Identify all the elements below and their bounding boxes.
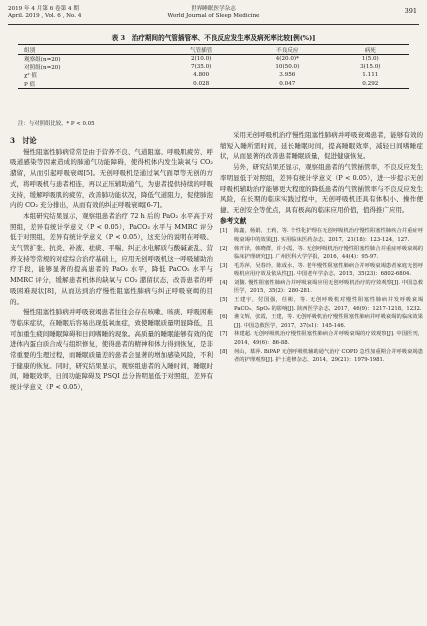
- body-paragraph: 本组研究结果显示，观察组患者治疗 72 h 后的 PaO₂ 水平高于对照组，差异有统计学意义（P < 0.05），PaCO₂ 水平与 MMRC 评分低于对照组，差异有统计学意义（P < 0.05），这充分的说明在呼吸、支气管扩张、抗炎、补液、祛痰、平喘、纠正水电解质与酸碱紊乱、营养支持等常规的对症综合治疗基础上，应用无创呼吸机这一呼吸辅助治疗手段，能够显著的提高患者的 PaO₂ 水平，降低 PaCO₂ 水平与 MMRC 评分，缓解患者机体的缺氧与 CO₂ 潴留状态，改善患者的呼吸困难现状[8]，从而达到治疗慢性阻塞性肺病与纠正呼吸衰竭的目的。: [10, 211, 213, 306]
- table-header-cell: 组别: [18, 45, 159, 55]
- issue-info-zh: 2019 年 4 月第 6 卷第 4 期: [8, 6, 79, 12]
- reference-item: [220, 313, 423, 330]
- table-cell: 0.292: [332, 80, 409, 89]
- reference-text: 韩开泽，韩晓群，许小霞，等. 无创呼吸机治疗慢性阻塞性肺合并重症呼吸衰竭的临床护理研究[J]. 广州医科大学学报，2016，44(4)：95-97.: [234, 245, 423, 261]
- reference-number: [5]: [220, 297, 228, 304]
- reference-number: [7]: [220, 331, 228, 338]
- issue-info-en: April. 2019 , Vol. 6 , No. 4: [8, 13, 82, 19]
- table-cell: 3.956: [279, 72, 296, 79]
- reference-text: 刘馥. 慢性阻塞性肺病合并呼吸衰竭应用无创呼吸机治疗的疗效观察[J]. 中国急救医学，2015，35(2)：280-281.: [234, 279, 423, 295]
- table-cell: 观察组(n=20): [24, 57, 61, 64]
- reference-number: [8]: [220, 348, 228, 355]
- table-note: 注：与对照组比较，* P < 0.05: [18, 121, 95, 127]
- table-header-row: [18, 45, 409, 55]
- reference-number: [4]: [220, 279, 228, 286]
- reference-number: [1]: [220, 228, 228, 235]
- body-paragraph: 另外，研究结果还显示，观察组患者的气管插管率，不良反应发生率明显低于对照组，差异有统计学意义（P < 0.05），进一步提示无创呼吸机辅助治疗能够更大程度的降低患者的气管插管率与不良反应发生风险，在长期的临床实践过程中，无创呼吸机还具有体积小、操作便捷、无创安全等优点，具有极高的临床应用价值，值得推广应用。: [220, 163, 423, 214]
- reference-text: 何山，慕萍. BiPAP 无创呼吸机辅助通气治疗 COPD 急性加重期合并呼吸衰竭患者的护理观察[J]. 护士进修杂志，2014，29(21)：1979-1981.: [234, 348, 423, 364]
- table-cell: 对照组(n=20): [24, 65, 61, 72]
- left-column: [10, 136, 213, 393]
- body-paragraph: 采用无创呼吸机治疗慢性阻塞性肺病并呼吸衰竭患者，能够有效的缩短入睡所需时间，延长睡眠时间，提高睡眠效率，减轻日间嗜睡症状，从而显著的改善患者睡眠质量，促进健康恢复。: [220, 131, 423, 161]
- table-cell: 10(50.0): [275, 64, 300, 71]
- section-heading: 3 讨论: [10, 136, 37, 145]
- reference-item: [220, 279, 423, 296]
- table-header-cell: 气管插管: [159, 45, 243, 55]
- reference-text: 陈鑫，杨娟，王莉，等. 个性化护理在无创呼吸机治疗慢性阻塞性肺疾合并重症呼吸衰竭中的效果[J]. 实用临床医药杂志，2017，21(18)：123-124，127.: [234, 228, 423, 243]
- table-caption: 表 3 治疗期间的气管插管率、不良反应发生率及病死率比较[例(%)]: [111, 34, 316, 42]
- page-number: 391: [404, 7, 417, 15]
- table-cell: 7(35.0): [190, 64, 212, 71]
- table-header-cell: 不良反应: [243, 45, 332, 55]
- table-row: [18, 55, 409, 64]
- table-cell: 3(15.0): [360, 64, 381, 71]
- results-table: [18, 44, 409, 89]
- reference-item: [220, 262, 423, 279]
- table-cell: 1(5.0): [361, 56, 379, 63]
- reference-text: 王建宇，付国强，任彬，等. 无创呼吸机对慢性阻塞性肺病并发呼吸衰竭 PaCO₂、SpO₂ 的影响[J]. 陕西医学杂志，2017，46(9)：1217-1218，1232.: [234, 297, 423, 312]
- reference-text: 谯文辉，张霞，王建，等. 无创呼吸机治疗慢性阻塞性肺病并呼吸衰竭的临床效果[J]. 中国急救医学，2017，37(s1)：145-146.: [234, 314, 423, 329]
- reference-list: [220, 227, 423, 365]
- table-cell: χ² 值: [24, 73, 38, 80]
- reference-item: [220, 330, 423, 347]
- reference-text: 林建超. 无创呼吸机治疗慢性阻塞性肺病合并呼吸衰竭的疗效观察[J]. 中国医刊，2014，49(6)：86-88.: [234, 331, 423, 347]
- table-row: [18, 80, 409, 89]
- table-header-cell: 病死: [332, 45, 409, 55]
- reference-item: [220, 348, 423, 365]
- reference-number: [2]: [220, 245, 228, 252]
- table-cell: 4.800: [193, 72, 210, 79]
- reference-item: [220, 227, 423, 244]
- table-cell: 2(10.0): [190, 56, 212, 63]
- body-paragraph: 慢性阻塞性肺病常常是由于营养不良、气道阻塞、呼吸肌疲劳、呼吸道感染等因素造成的肺通气功能障碍，使得机体内发生缺氧与 CO₂ 潴留，从而引起呼吸衰竭[5]。无创呼吸机是通过氧气面罩等无创的方式，将呼吸机与患者相连，再以正压辅助通气，为患者提供持续的呼吸支持，缓解呼吸肌的疲劳，改善肺功能状况，降低气道阻力，促使肺泡内的 CO₂ 充分排出，从而有效的纠正呼吸衰竭[6-7]。: [10, 147, 213, 210]
- table-cell: P 值: [18, 80, 159, 89]
- right-column: [220, 130, 423, 365]
- running-header: [8, 6, 419, 24]
- journal-title-en: World Journal of Sleep Medicine: [167, 13, 260, 19]
- reference-item: [220, 296, 423, 313]
- reference-number: [3]: [220, 262, 228, 269]
- table-row: [18, 71, 409, 79]
- reference-item: [220, 245, 423, 262]
- table-cell: 1.111: [362, 72, 379, 79]
- references-heading: 参考文献: [220, 216, 247, 225]
- header-rule: [8, 24, 419, 25]
- table-row: [18, 63, 409, 71]
- table-cell: 0.047: [243, 80, 332, 89]
- table-cell: 0.028: [159, 80, 243, 89]
- journal-title: [8, 6, 419, 20]
- reference-text: 毛苏萍，吴春玲，陈成水，等. 老年慢性阻塞性肺病合并呼吸衰竭患者家庭无创呼吸机应用疗效及依从性[J]. 中国老年学杂志，2015，35(23)：6802-6804.: [234, 262, 423, 278]
- body-paragraph: 慢性阻塞性肺病并呼吸衰竭患者往往会存在咳嗽、咳痰、呼吸困难等临床症状，在睡眠后容易出现低氧血症，致使睡眠质量明显降低，且可加重生疲间睡眠障碍和日间嗜睡的现象。高质量的睡眠能够有效的促进体内蛋白质合成与组织修复，使得患者的精神和体力得到恢复，是非常重要的生理过程，而睡眠质量差的患者会显著的增加感染风险，不利于健康的恢复。同时，研究结果显示，观察组患者的入睡时间，睡眠时间，睡眠效率，日间功能障碍及 PSQI 总分皆明显低于对照组，差异有统计学意义（P < 0.05），: [10, 308, 213, 392]
- table-cell: 4(20.0)*: [275, 56, 299, 63]
- journal-title-zh: 世界睡眠医学杂志: [191, 6, 236, 12]
- reference-number: [6]: [220, 314, 228, 321]
